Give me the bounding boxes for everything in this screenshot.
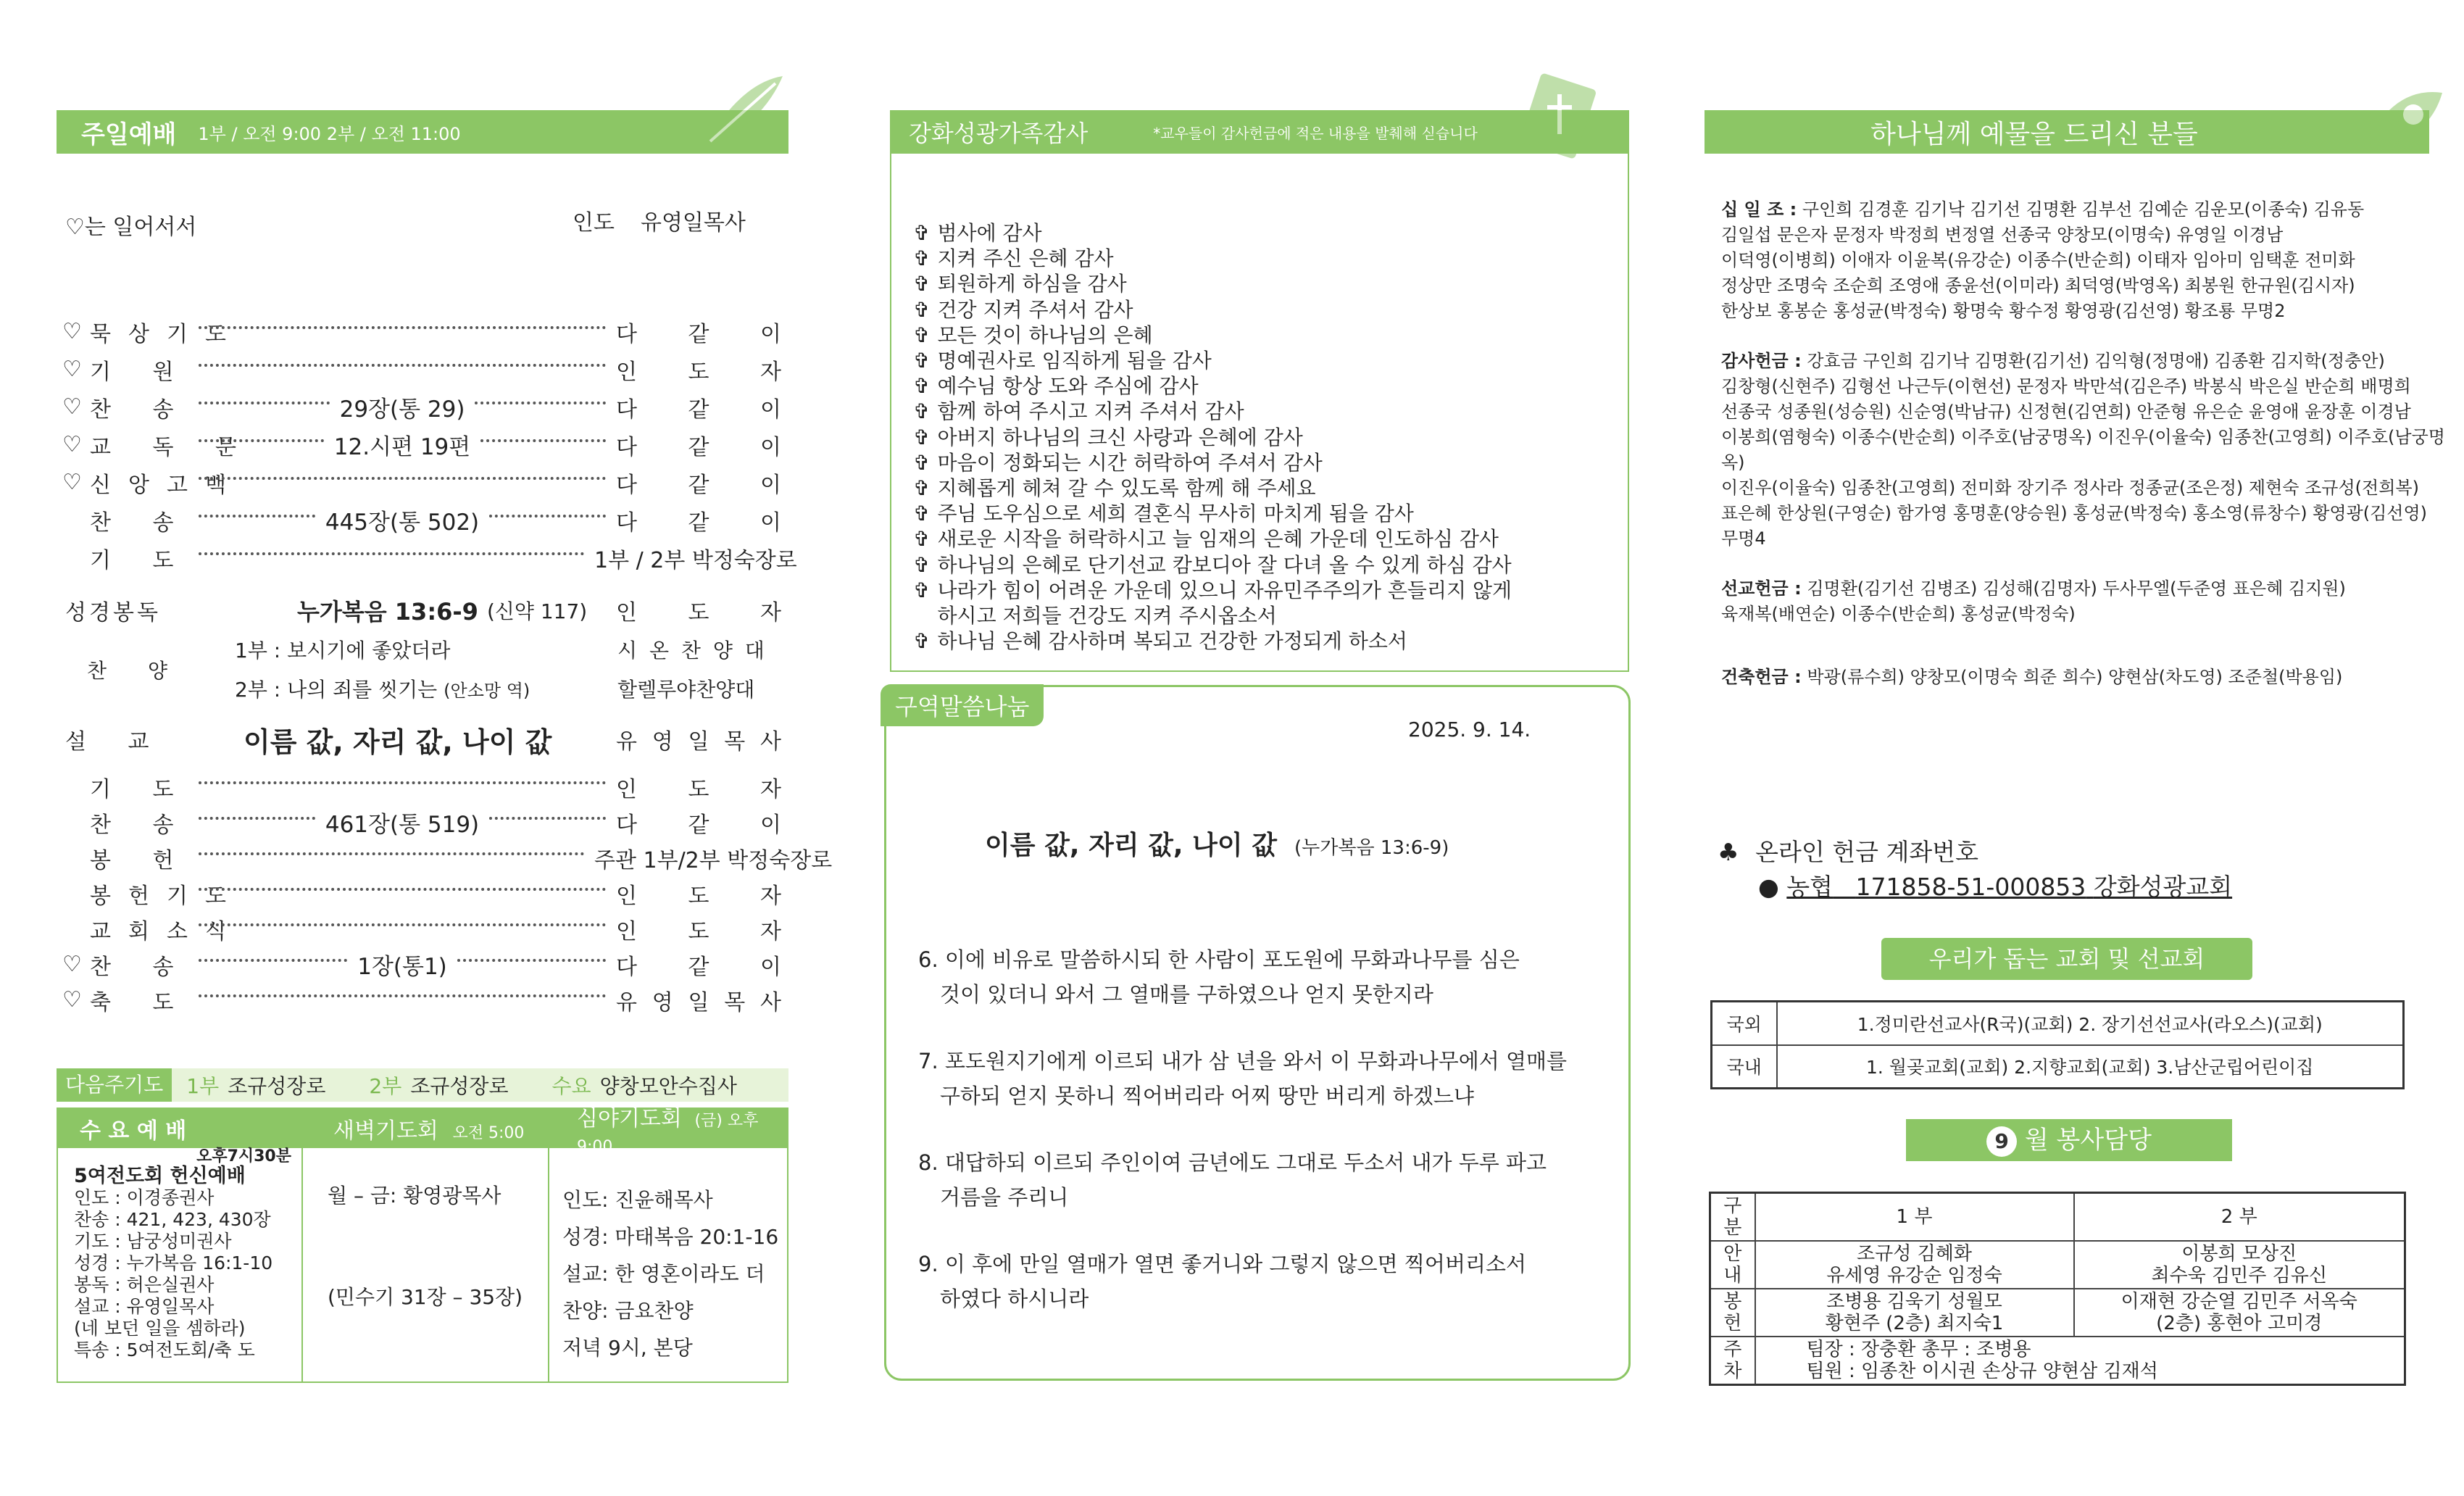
cross-bullet-icon: ✞ [913, 425, 931, 449]
verse: 8. 대답하되 이르되 주인이여 금년에도 그대로 두소서 내가 두루 파고 거름을 주리니 [918, 1150, 1547, 1210]
order-row: 교회소식 인 도 자 [90, 918, 783, 944]
mission-block: 선교헌금 : 김명환(김기선 김병조) 김성해(김명자) 두사무엘(두준영 표은혜 김지원) 육재복(배연순) 이종수(반순희) 홍성균(박정숙) [1721, 578, 2346, 624]
scripture-ref: 누가복음 13:6-9 [297, 597, 478, 626]
order-row: ♡ 교 독 문 12.시편 19편 다 같 이 [62, 432, 783, 460]
club-icon: ♣ [1718, 838, 1739, 866]
dawn-header: 새벽기도회 오전 5:00 [333, 1118, 525, 1144]
order-row: 찬 송 461장(통 519) 다 같 이 [90, 812, 783, 838]
sermon-title: 이름 값, 자리 값, 나이 값 [244, 726, 552, 758]
night-header: 심야기도회 (금) 오후 9:00 [577, 1105, 759, 1156]
text-line: 저녁 9시, 본당 [562, 1336, 693, 1360]
heart-icon: ♡ [62, 987, 82, 1013]
text-line: ✞ 예수님 항상 도와 주심에 감사 [913, 374, 1199, 399]
cross-bullet-icon: ✞ [913, 246, 931, 271]
text-line: 설교 : 유영일목사 [74, 1296, 215, 1317]
sunday-worship-header [57, 110, 788, 154]
offerings-text [1721, 197, 2446, 690]
cross-bullet-icon: ✞ [913, 552, 931, 577]
order-row: ♡ 묵상기도 다 같 이 [62, 319, 783, 347]
text-line: 인도 : 이경종권사 [74, 1187, 215, 1208]
text-line: ✞ 하나님 은혜 감사하며 복되고 건강한 가정되게 하소서 [913, 629, 1407, 654]
cross-bullet-icon: ✞ [913, 527, 931, 552]
cross-bullet-icon: ✞ [913, 629, 931, 654]
offering-row: 봉 헌 조병용 김욱기 성월모 황현주 (2층) 최지숙1 이재현 강순열 김민주 서옥숙 (2층) 홍현아 고미경 [1710, 1289, 2405, 1337]
order-row: 봉 헌 주관 1부/2부 박정숙장로 [90, 847, 833, 873]
hand-leaf-icon [2355, 78, 2450, 165]
support-row: 국외 1.정미란선교사(R국)(교회) 2. 장기선선교사(라오스)(교회) [1712, 1002, 2404, 1045]
text-line: (네 보던 일을 셈하라) [74, 1318, 246, 1339]
cell-title: 이름 값, 자리 값, 나이 값 (누가복음 13:6-9) [985, 831, 1449, 860]
text-line: ✞ 지켜 주신 은혜 감사 [913, 246, 1114, 271]
heart-icon: ♡ [62, 319, 82, 344]
offerings-header: 하나님께 예물을 드리신 분들 [1705, 110, 2429, 154]
order-row: ♡ 기 원 인 도 자 [62, 357, 783, 385]
dawn-details: 월 – 금: 황영광목사 (민수기 31장 – 35장) [328, 1184, 523, 1309]
text-line: 봉독 : 허은실권사 [74, 1274, 215, 1295]
text-line: 하시고 저희들 건강도 지켜 주시옵소서 [937, 604, 1277, 628]
text-line: 설교: 한 영혼이라도 더 [562, 1262, 765, 1286]
cross-bullet-icon: ✞ [913, 221, 931, 245]
support-table [1710, 1000, 2405, 1089]
order-row: 기 도 인 도 자 [90, 776, 783, 802]
thanks-offering-block: 감사헌금 : 강효금 구인희 김기낙 김명환(김기선) 김익형(정명애) 김종환 김지학(정충안) 김창형(신현주) 김형선 나근두(이현선) 문정자 박만석(김은주) 박봉식 박은실 반순희 배명희 선종국 성종원(성승원) 신순영(박남규) 신정현(김연희) 안준형 유은순 윤영애 윤장훈 이경남 이봉희(염형숙) 이종수(반순희) 이주호(남궁명옥) 이진우(이율숙) 임종찬(고영희) 이주호(남궁명옥) 이진우(이율숙) 임종찬(고영희) 전미화 장기주 정사라 정종균(조은정) 제현숙 조규성(전희복) 표은혜 한상원(구영순) 함가영 홍명훈(양승원) 홍성균(박정숙) 홍소영(류창수) 황영광(김선영) 무명4 [1721, 351, 2445, 549]
text-line: ✞ 명예권사로 임직하게 됨을 감사 [913, 349, 1212, 373]
support-row: 국내 1. 월곶교회(교회) 2.지향교회(교회) 3.남산군립어린이집 [1712, 1045, 2404, 1089]
text-line: ✞ 퇴원하게 하심을 감사 [913, 272, 1127, 296]
sub-services-box [57, 1105, 788, 1383]
cross-bullet-icon: ✞ [913, 374, 931, 399]
order-row: ♡ 신앙고백 다 같 이 [62, 470, 783, 498]
bank-account: 농협 171858-51-000853 강화성광교회 [1786, 873, 2233, 901]
order-row: ♡ 찬 송 29장(통 29) 다 같 이 [62, 394, 783, 423]
cross-bullet-icon: ✞ [913, 272, 931, 296]
wednesday-header: 수 요 예 배 [80, 1118, 187, 1144]
worship-column [0, 0, 855, 1496]
tithe-block: 십 일 조 : 구인희 김경훈 김기낙 김기선 김명환 김부선 김예순 김운모(이종숙) 김유동 김일섭 문은자 문정자 박정희 변정열 선종국 양창모(이명숙) 유영일 이경남 이덕영(이병희) 이애자 이윤복(유강순) 이종수(반순희) 이태자 임아미 임택훈 전미화 정상만 조명숙 조순희 조영애 종윤선(이미라) 최덕영(박영옥) 최봉원 한규원(김시자) 한상보 홍봉순 홍성균(박정숙) 황명숙 황수정 황영광(김선영) 황조룡 무명2 [1721, 199, 2365, 321]
cross-bullet-icon: ✞ [913, 399, 931, 424]
heart-icon: ♡ [65, 215, 85, 240]
cell-study-tab: 구역말씀나눔 [881, 684, 1044, 726]
month-badge: 9 [1986, 1126, 2017, 1157]
text-line: ✞ 지혜롭게 헤쳐 갈 수 있도록 함께 해 주세요 [913, 476, 1316, 501]
text-line: ✞ 마음이 정화되는 시간 허락하여 주셔서 감사 [913, 450, 1323, 475]
text-line: 성경: 마태복음 20:1-16 [562, 1225, 779, 1249]
text-line: ✞ 범사에 감사 [913, 221, 1042, 245]
text-line: 기도 : 남궁성미권사 [74, 1231, 232, 1252]
order-row: ♡ 축 도 유 영 일 목 사 [62, 987, 783, 1015]
text-line: 성경 : 누가복음 16:1-10 [74, 1252, 273, 1273]
heart-icon: ♡ [62, 470, 82, 495]
order-row: 기 도 1부 / 2부 박정숙장로 [90, 547, 797, 573]
thanks-column [855, 0, 1652, 1496]
choir-row: 찬 양 1부 : 보시기에 좋았더라 2부 : 나의 죄를 씻기는 (안소망 역) 시 온 찬 양 대 할렐루야찬양대 [87, 639, 767, 702]
text-line: ✞ 건강 지켜 주셔서 감사 [913, 297, 1133, 322]
thanks-box [890, 154, 1629, 672]
volunteer-table: 구 분 1 부 2 부 안 내 조규성 김혜화 유세영 유강순 임정숙 이봉희 모상진 최수욱 김민주 김유신 봉 헌 조병용 김욱기 성월모 황현주 (2층) 최지숙1 이재현 강순열 김민주 서옥숙 (2층) 홍현아 고미경 주 차 팀장 : 장충환 총무 : 조병용 팀원 : 임종찬 이시권 손상규 양현삼 김재석 [1709, 1192, 2406, 1386]
sermon-row: 설 교 이름 값, 자리 값, 나이 값 유 영 일 목 사 [65, 718, 783, 761]
cell-study-box [884, 685, 1631, 1381]
cross-bullet-icon: ✞ [913, 323, 931, 347]
text-line: ✞ 하나님의 은혜로 단기선교 캄보디아 잘 다녀 올 수 있게 하심 감사 [913, 552, 1512, 577]
support-title: 우리가 돕는 교회 및 선교회 [1881, 938, 2252, 980]
header-title: 주일예배 [81, 120, 177, 149]
header-times: 1부 / 오전 9:00 2부 / 오전 11:00 [198, 123, 461, 144]
heart-icon: ♡ [62, 394, 82, 420]
text-line: 찬송 : 421, 423, 430장 [74, 1209, 271, 1230]
heart-icon: ♡ [62, 432, 82, 457]
text-line: ✞ 새로운 시작을 허락하시고 늘 임재의 은혜 가운데 인도하심 감사 [913, 527, 1499, 552]
text-line: 찬양: 금요찬양 [562, 1299, 694, 1323]
cross-bullet-icon: ✞ [913, 349, 931, 373]
family-thanks-header: 강화성광가족감사 *교우들이 감사헌금에 적은 내용을 발췌해 싣습니다 [890, 110, 1629, 154]
usher-row: 안 내 조규성 김혜화 유세영 유강순 임정숙 이봉희 모상진 최수욱 김민주 김유신 [1710, 1241, 2405, 1289]
cross-bullet-icon: ✞ [913, 502, 931, 526]
verse: 9. 이 후에 만일 열매가 열면 좋거니와 그렇지 않으면 찍어버리소서 하였다 하시니라 [918, 1252, 1526, 1311]
text-line: ✞ 아버지 하나님의 크신 사랑과 은혜에 감사 [913, 425, 1303, 449]
text-line: ✞ 주님 도우심으로 세희 결혼식 무사히 마치게 됨을 감사 [913, 502, 1414, 526]
order-row: 봉헌기도 인 도 자 [90, 883, 783, 909]
order-row: ♡ 찬 송 1장(통1) 다 같 이 [62, 952, 783, 980]
cross-card-icon [1515, 72, 1602, 159]
bullet-icon: ● [1758, 873, 1779, 901]
parking-row: 주 차 팀장 : 장충환 총무 : 조병용 팀원 : 임종찬 이시권 손상규 양현삼 김재석 [1710, 1337, 2405, 1385]
offerings-column [1689, 0, 2464, 1496]
text-line: 특송 : 5여전도회/축 도 [74, 1339, 255, 1360]
volunteer-title: 9 월 봉사담당 [1906, 1119, 2232, 1161]
online-offering: ♣ 온라인 헌금 계좌번호 ● 농협 171858-51-000853 강화성광교회 [1718, 838, 2233, 901]
leader-line: 인도 유영일목사 [573, 210, 746, 236]
text-line: ✞ 나라가 힘이 어려운 가운데 있으니 자유민주주의가 흔들리지 않게 [913, 578, 1512, 602]
cross-bullet-icon: ✞ [913, 450, 931, 475]
text-line: 인도: 진윤해목사 [562, 1188, 713, 1212]
cross-bullet-icon: ✞ [913, 578, 931, 602]
verse: 6. 이에 비유로 말씀하시되 한 사람이 포도원에 무화과나무를 심은 것이 있더니 와서 그 열매를 구하였으나 얻지 못한지라 [918, 947, 1520, 1007]
text-line: ✞ 함께 하여 주시고 지켜 주셔서 감사 [913, 399, 1244, 424]
scripture-reading-row: 성경봉독 누가복음 13:6-9 (신약 117) 인 도 자 [65, 591, 783, 628]
standing-note: ♡는 일어서서 [65, 215, 197, 240]
order-row: 찬 송 445장(통 502) 다 같 이 [90, 510, 783, 536]
heart-icon: ♡ [62, 357, 82, 382]
night-details [562, 1181, 778, 1366]
leaf-decoration-icon [696, 69, 790, 159]
building-block: 건축헌금 : 박광(류수희) 양창모(이명숙 희준 희수) 양현삼(차도영) 조준철(박용임) [1721, 667, 2343, 687]
heart-icon: ♡ [62, 952, 82, 977]
wednesday-details: 오후7시30분 5여전도회 헌신예배 인도 : 이경종권사 찬송 : 421, 423, 430장 기도 : 남궁성미권사 성경 : 누가복음 16:1-10 봉독 : 허은실권사 설교 : 유영일목사 (네 보던 일을 셈하라) 특송 : 5여전도회/축 도 [74, 1148, 299, 1361]
cell-date: 2025. 9. 14. [1408, 718, 1531, 741]
cross-bullet-icon: ✞ [913, 476, 931, 501]
verse: 7. 포도원지기에게 이르되 내가 삼 년을 와서 이 무화과나무에서 열매를 구하되 얻지 못하니 찍어버리라 어찌 땅만 버리게 하겠느냐 [918, 1049, 1568, 1108]
cross-bullet-icon: ✞ [913, 297, 931, 322]
next-week-prayer-bar: 다음주기도 1부 조규성장로 2부 조규성장로 수요 양창모안수집사 [57, 1068, 788, 1102]
text-line: ✞ 모든 것이 하나님의 은혜 [913, 323, 1153, 347]
